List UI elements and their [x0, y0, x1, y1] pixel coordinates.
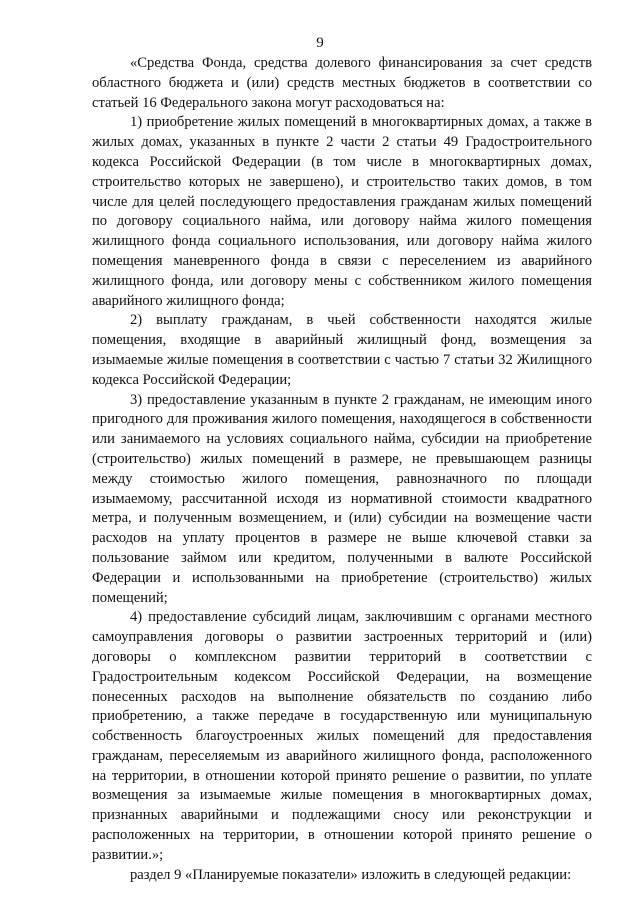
paragraph-item-2: 2) выплату гражданам, в чьей собственности находятся жилые помещения, входящие в аварийный жилищный фонд, возмещения за изымаемые жилые помещения в соответствии с частью 7 статьи 32 Жилищного кодекса Российской Федерации;: [92, 312, 592, 388]
paragraph-section-9: раздел 9 «Планируемые показатели» изложить в следующей редакции:: [130, 866, 572, 883]
paragraph-item-1: 1) приобретение жилых помещений в многоквартирных домах, а также в жилых домах, указанных в пункте 2 части 2 статьи 49 Градостроительного кодекса Российской Федерации (в том числе в многоквартирных домах, строительство которых не завершено), и строительство таких домов, в том числе для целей последующего предоставления гражданам жилых помещений по договору социального найма, или договору найма жилого помещения жилищного фонда социального использования, или договору найма жилого помещения маневренного фонда в связи с переселением из аварийного жилищного фонда, или договору мены с собственником жилого помещения аварийного жилищного фонда;: [92, 114, 592, 309]
page-number: 9: [316, 35, 324, 51]
paragraph-intro: «Средства Фонда, средства долевого финансирования за счет средств областного бюджета и (или) средств местных бюджетов в соответствии со статьей 16 Федерального закона могут расходоваться на:: [92, 55, 592, 111]
document-body: [92, 54, 592, 885]
paragraph-item-4: 4) предоставление субсидий лицам, заключившим с органами местного самоуправления договоры о развитии застроенных территорий и (или) договоры о комплексном развитии территорий в соответствии с Градостроительным кодексом Российской Федерации, на возмещение понесенных расходов на выполнение обязательств по созданию либо приобретению, а также передаче в государственную или муниципальную собственность благоустроенных жилых помещений для предоставления гражданам, переселяемым из аварийного жилищного фонда, расположенного на территории, в отношении которой принято решение о развитии, по уплате возмещения за изымаемые жилые помещения в многоквартирных домах, признанных аварийными и подлежащими сносу или реконструкции и расположенных на территории, в отношении которой принято решение о развитии.»;: [92, 609, 592, 863]
paragraph-item-3: 3) предоставление указанным в пункте 2 гражданам, не имеющим иного пригодного для проживания жилого помещения, находящегося в собственности или занимаемого на условиях социального найма, субсидии на приобретение (строительство) жилых помещений в размере, не превышающем разницы между стоимостью жилого помещения, равнозначного по площади изымаемому, рассчитанной исходя из нормативной стоимости квадратного метра, и полученным возмещением, и (или) субсидии на возмещение части расходов на уплату процентов в размере не выше ключевой ставки за пользование займом или кредитом, полученными в валюте Российской Федерации и использованными на приобретение (строительство) жилых помещений;: [92, 391, 592, 606]
